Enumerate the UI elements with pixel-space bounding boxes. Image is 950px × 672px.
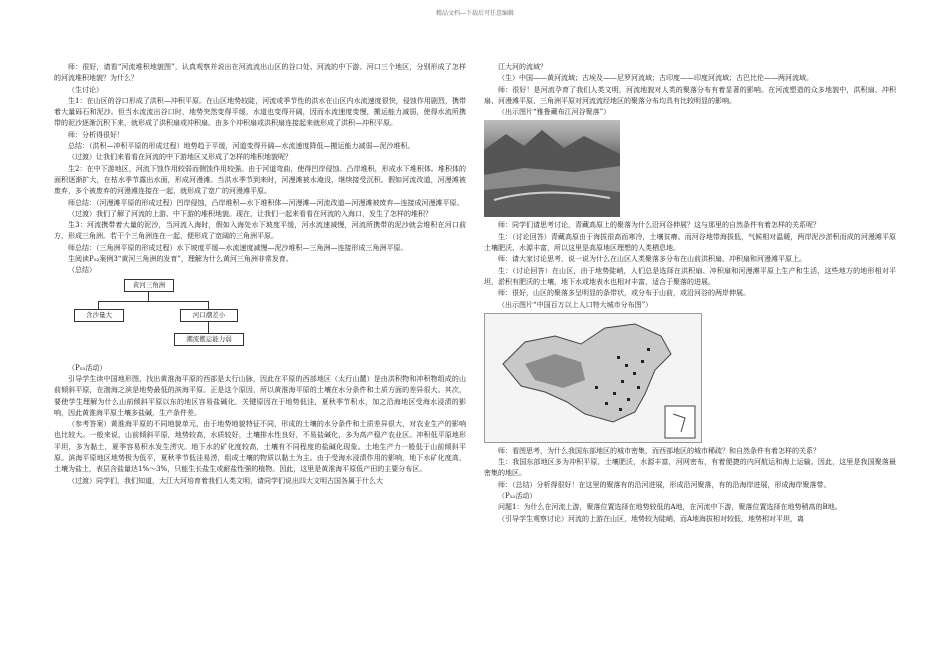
paragraph: （出示图片“中国百万以上人口特大城市分布图”） xyxy=(498,300,653,309)
paragraph: 江大河的流域？ xyxy=(498,63,547,71)
paragraph: 生：我国东部地区多为冲积平原，土壤肥沃，水源丰富，河网密布，有着便捷的内河航运和海上运输。因此，这里是我国聚落最密集的地区。 xyxy=(484,458,896,478)
flow-connector xyxy=(148,291,149,301)
paragraph: 问题1：为什么在河流上游，聚落位置选择在地势较低的A地，在河流中下游，聚落位置选择在地势稍高的B地。 xyxy=(498,503,842,512)
paragraph: （引导学生观察讨论）河流的上游在山区，地势较为陡峭，而A地海拔相对较低，地势相对平坦，离 xyxy=(498,514,805,523)
paragraph: 师总结：（三角洲平原的形成过程）水下坡度平缓—水流速度减慢—泥沙堆积—三角洲—连接形成三角洲平原。 xyxy=(68,243,408,252)
paragraph: 师：看图思考，为什么我国东部地区的城市密集，而西部地区的城市稀疏？和自然条件有着怎样的关系？ xyxy=(498,446,820,455)
flow-connector xyxy=(98,301,208,302)
flow-connector xyxy=(98,301,99,309)
paragraph: （P₅₃活动） xyxy=(498,492,537,501)
paragraph: 引导学生读中国地形图，找出黄淮海平原的西部是太行山脉，因此在平原的西部地区（太行山麓）是由洪积物和冲积物组成的山前倾斜平原，在渤海之滨是地势最低的滨海平原。正是这个原因，所以黄淮海平原的土壤在水分条件和土质方面的差异很大。其次，要使学生理解为什么山前倾斜平原以东的地区容易盐碱化，关键原因在于地势低洼，夏秋季节积水，加之沿海地区受海水浸渍的影响，因此黄淮海平原土壤多盐碱，生产条件差。 xyxy=(54,374,466,417)
paragraph: （出示图片“雅鲁藏布江河谷聚落”） xyxy=(498,108,611,117)
paragraph: 生3：河流携带着大量的泥沙，当河流入海时，假如入海处水下坡度平缓，河水流速减慢，河流所携带的泥沙就会堆积在河口前方，形成三角洲。若干个三角洲连在一起，便形成了宽阔的三角洲平原。 xyxy=(54,221,466,241)
paragraph: 生2：在中下游地区，河流下蚀作用较弱而侧蚀作用较强。由于河道弯曲，使得凹岸侵蚀、凸岸堆积，形成水下堆积体。堆积体的面积逐渐扩大，在枯水季节露出水面，形成河漫滩。当洪水季节到来时，河漫滩被水淹没，继续接受沉积。假如河流改道，河漫滩被废弃，多个被废弃的河漫滩连接在一起，就形成了宽广的河漫滩平原。 xyxy=(54,164,466,196)
right-paragraphs-3 xyxy=(484,446,896,525)
paragraph: 师：请大家讨论思考，说一说为什么在山区人类聚落多分布在山前洪积扇、冲积扇和河漫滩平原上。 xyxy=(498,255,806,264)
paragraph: （参考答案）黄淮海平原的不同地貌单元，由于地势地貌特征不同，形成的土壤的水分条件和土质差异很大，对农业生产的影响也比较大。一般来说，山前倾斜平原，地势较高，水质较好，土壤排水性良好，不易盐碱化，多为高产稳产农业区。冲积低平原地形平坦，多为黏土，夏季容易积水发生涝灾。地下水的矿化度较高，土壤有不同程度的盐碱化现象。土地生产力一般低于山前倾斜平原。滨海平原地区地势极为低平，夏秋季节低洼易涝，组成土壤的物质以黏土为主。由于受海水浸渍作用的影响，地下水矿化度高，土壤为盐土，表层含盐量达1%～3%，只能生长盐生或耐盐性强的植物。因此，这里是黄淮海平原低产田的主要分布区。 xyxy=(54,420,466,474)
paragraph: 生：（讨论回答）在山区，由于地势陡峭，人们总是选择在洪积扇、冲积扇和河漫滩平原上生产和生活，这些地方的地形相对平坦，淤积有肥沃的土壤，地下水或地表水也相对丰富，适合于聚落的进展。 xyxy=(484,266,896,286)
left-paragraphs-2 xyxy=(54,363,466,487)
flow-box-right: 河口潮差小 xyxy=(180,309,238,322)
paragraph: 生阅读P₅₂案例3“黄河三角洲的发育”，理解为什么黄河三角洲非常发育。 xyxy=(68,255,293,264)
left-column xyxy=(54,62,466,487)
paragraph: （总结） xyxy=(68,266,96,275)
paragraph: 生：（讨论回答）青藏高原由于海拔很高而寒冷，土壤贫瘠。而河谷地带海拔低，气候相对温暖，两岸泥沙淤积而成的河漫滩平原土壤肥沃、水源丰富，所以这里是高原地区理想的人类栖息地。 xyxy=(484,232,896,253)
flow-box-left: 含沙量大 xyxy=(74,309,124,322)
left-paragraphs xyxy=(54,62,466,277)
right-paragraphs-2 xyxy=(484,220,896,310)
paragraph: （生讨论） xyxy=(68,85,103,94)
paragraph: 师：很好，山区的聚落多呈明显的条带状，或分布于山前，或沿河谷的两岸伸展。 xyxy=(498,289,750,298)
yellow-river-delta-flowchart xyxy=(78,279,268,359)
flow-box-bottom: 潮流搬运能力弱 xyxy=(174,333,244,346)
flow-box-top: 黄河三角洲 xyxy=(124,279,174,292)
paragraph: 师：（总结）分析得很好！在这里的聚落有的沿河进展，形成沿河聚落，有的沿海岸进展，形成海岸聚落带。 xyxy=(498,480,831,489)
paragraph: 师：分析得很好！ xyxy=(68,130,124,139)
valley-settlement-photo xyxy=(484,120,620,217)
paragraph: 师：很好！是河流孕育了我们人类文明，河流地貌对人类的聚落分布有着显著的影响。在河流塑造的众多地貌中，洪积扇、冲积扇、河漫滩平原、三角洲平原对河流流经地区的聚落分布均具有比较明显的影响。 xyxy=(484,85,896,105)
paragraph: （过渡）让我们来看看在河流的中下游地区又形成了怎样的堆积地貌呢？ xyxy=(68,153,292,162)
paragraph: （过渡）同学们，我们知道，大江大河培育着我们人类文明，请同学们说出四大文明古国各属于什么大 xyxy=(68,476,383,485)
paragraph: （生）中国——黄河流域；古埃及——尼罗河流域；古印度——印度河流域；古巴比伦——两河流域。 xyxy=(498,74,813,83)
paragraph: （过渡）我们了解了河流的上游、中下游的堆积地貌。现在，让我们一起来看看在河流的入海口，发生了怎样的堆积？ xyxy=(68,209,432,218)
paragraph: 师：同学们请思考讨论，青藏高原上的聚落为什么沿河谷伸展？这与那里的自然条件有着怎样的关系呢？ xyxy=(498,221,820,230)
paragraph: 师总结：（河漫滩平原的形成过程）凹岸侵蚀，凸岸堆积—水下堆积体—河漫滩—河流改道—河漫滩被废弃—连接成河漫滩平原。 xyxy=(68,198,464,207)
flow-connector xyxy=(208,301,209,309)
paragraph: （P₅₃活动） xyxy=(68,363,107,372)
right-column xyxy=(484,62,896,525)
paragraph: 师：很好，请看“河流堆积地貌图”，认真观察并说出在河流流出山区的谷口处、河流的中下游、河口三个地区，分别形成了怎样的河流堆积地貌？为什么？ xyxy=(54,63,466,83)
china-cities-map xyxy=(484,313,702,443)
paragraph: 总结：（洪积—冲积平原的形成过程）地势趋于平缓，河道变得开阔—水流速度降低—搬运能力减弱—泥沙堆积。 xyxy=(68,142,415,151)
flow-connector xyxy=(208,321,209,333)
paragraph: 生1：在山区的谷口形成了洪积—冲积平原。在山区地势较陡，河流或季节性的洪水在山区内水流速度很快，侵蚀作用剧烈，携带着大量砾石和泥沙。但当水流流出谷口时，地势突然变得平缓，水道也变得开阔，因而水流速度变慢，搬运能力减弱，使得水流所携带的泥沙逐渐沉积下来，就形成了洪积扇或冲积扇。由多个冲积扇或洪积扇连接起来就形成了洪积—冲积平原。 xyxy=(54,96,466,128)
page-header: 精品文档---下载后可任意编辑 xyxy=(435,10,515,17)
right-paragraphs xyxy=(484,62,896,118)
